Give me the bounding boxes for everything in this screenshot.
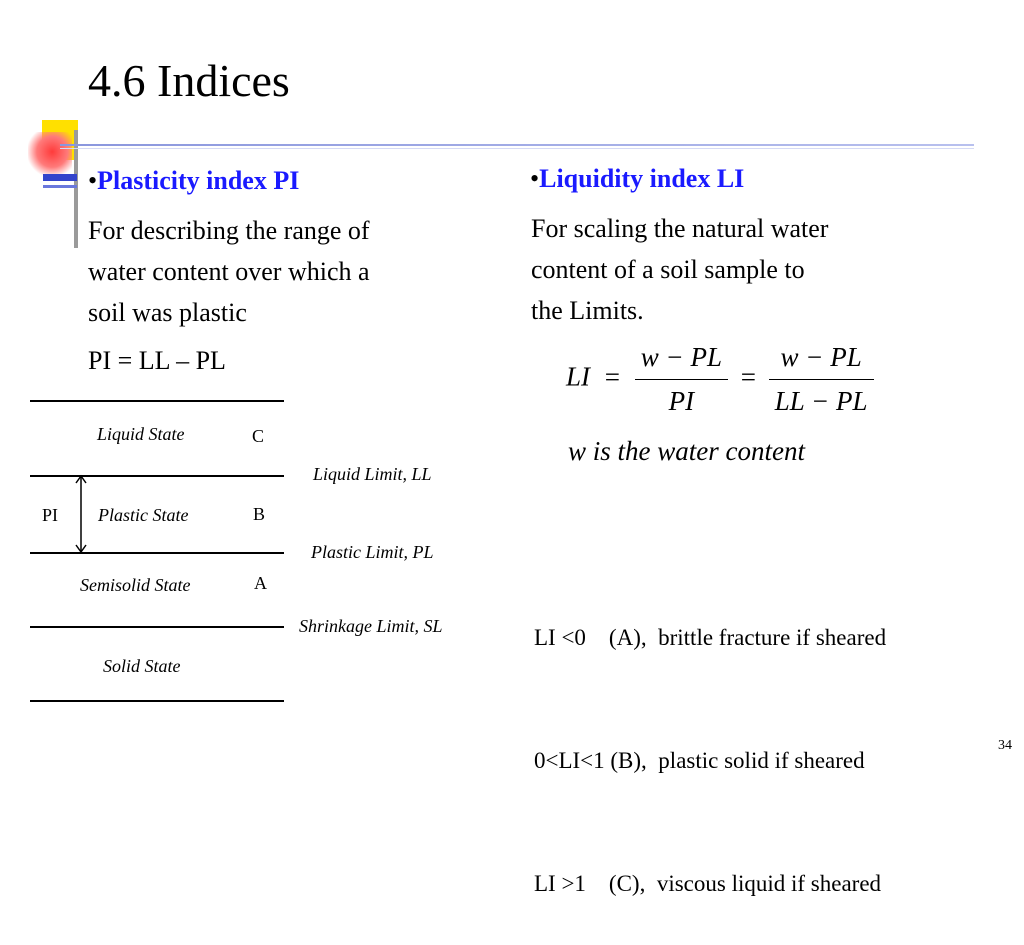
equals-sign: = bbox=[604, 361, 620, 392]
li-equation bbox=[566, 342, 874, 417]
decoration-blue-bar bbox=[43, 174, 77, 181]
description-line: For scaling the natural water bbox=[531, 214, 829, 243]
limit-label-pl: Plastic Limit, PL bbox=[311, 542, 434, 562]
liquidity-heading bbox=[530, 164, 744, 194]
boundary-line-top bbox=[30, 400, 284, 402]
letter-b: B bbox=[253, 504, 266, 524]
description-line: soil was plastic bbox=[88, 298, 247, 327]
title-underline bbox=[60, 144, 974, 146]
water-content-note: w is the water content bbox=[568, 436, 805, 466]
boundary-line-sl bbox=[30, 626, 284, 628]
plasticity-heading-text: Plasticity index PI bbox=[97, 166, 300, 195]
description-line: content of a soil sample to bbox=[531, 255, 805, 284]
plasticity-heading bbox=[88, 166, 299, 196]
description-line: the Limits. bbox=[531, 296, 644, 325]
boundary-line-ll bbox=[30, 475, 284, 477]
letter-c: C bbox=[252, 426, 265, 446]
page-number: 34 bbox=[998, 738, 1012, 753]
plasticity-description bbox=[88, 210, 370, 333]
boundary-line-bottom bbox=[30, 700, 284, 702]
liquidity-description bbox=[531, 208, 828, 331]
case-line: LI >1 (C), viscous liquid if sheared bbox=[534, 871, 882, 896]
fraction-1 bbox=[635, 342, 728, 417]
decoration-red-glow bbox=[28, 132, 72, 176]
limit-label-sl: Shrinkage Limit, SL bbox=[299, 616, 443, 636]
case-line: 0<LI<1 (B), plastic solid if sheared bbox=[534, 748, 865, 773]
pi-range-arrow-icon bbox=[72, 474, 90, 554]
bullet: • bbox=[88, 166, 98, 195]
fraction-2-denominator: LL − PL bbox=[774, 386, 868, 416]
slide-title: 4.6 Indices bbox=[88, 55, 290, 106]
state-label-plastic: Plastic State bbox=[98, 505, 189, 525]
bullet: • bbox=[530, 164, 540, 193]
letter-a: A bbox=[254, 573, 267, 593]
state-label-liquid: Liquid State bbox=[97, 424, 185, 444]
boundary-line-pl bbox=[30, 552, 284, 554]
li-symbol: LI bbox=[566, 361, 591, 392]
description-line: water content over which a bbox=[88, 257, 370, 286]
title-underline-shadow bbox=[60, 148, 974, 149]
decoration-blue-bar-thin bbox=[43, 185, 77, 188]
state-label-semisolid: Semisolid State bbox=[80, 575, 191, 595]
state-label-solid: Solid State bbox=[103, 656, 181, 676]
description-line: For describing the range of bbox=[88, 216, 370, 245]
limit-label-ll: Liquid Limit, LL bbox=[313, 464, 432, 484]
pi-formula: PI = LL – PL bbox=[88, 346, 226, 375]
liquidity-heading-text: Liquidity index LI bbox=[539, 164, 745, 193]
equals-sign: = bbox=[740, 361, 756, 392]
fraction-2-numerator: w − PL bbox=[780, 342, 862, 372]
fraction-1-numerator: w − PL bbox=[640, 342, 722, 372]
case-line: LI <0 (A), brittle fracture if sheared bbox=[534, 625, 887, 650]
fraction-2 bbox=[769, 342, 874, 417]
pi-label: PI bbox=[42, 505, 59, 525]
li-cases bbox=[534, 535, 886, 945]
fraction-1-denominator: PI bbox=[668, 386, 695, 416]
